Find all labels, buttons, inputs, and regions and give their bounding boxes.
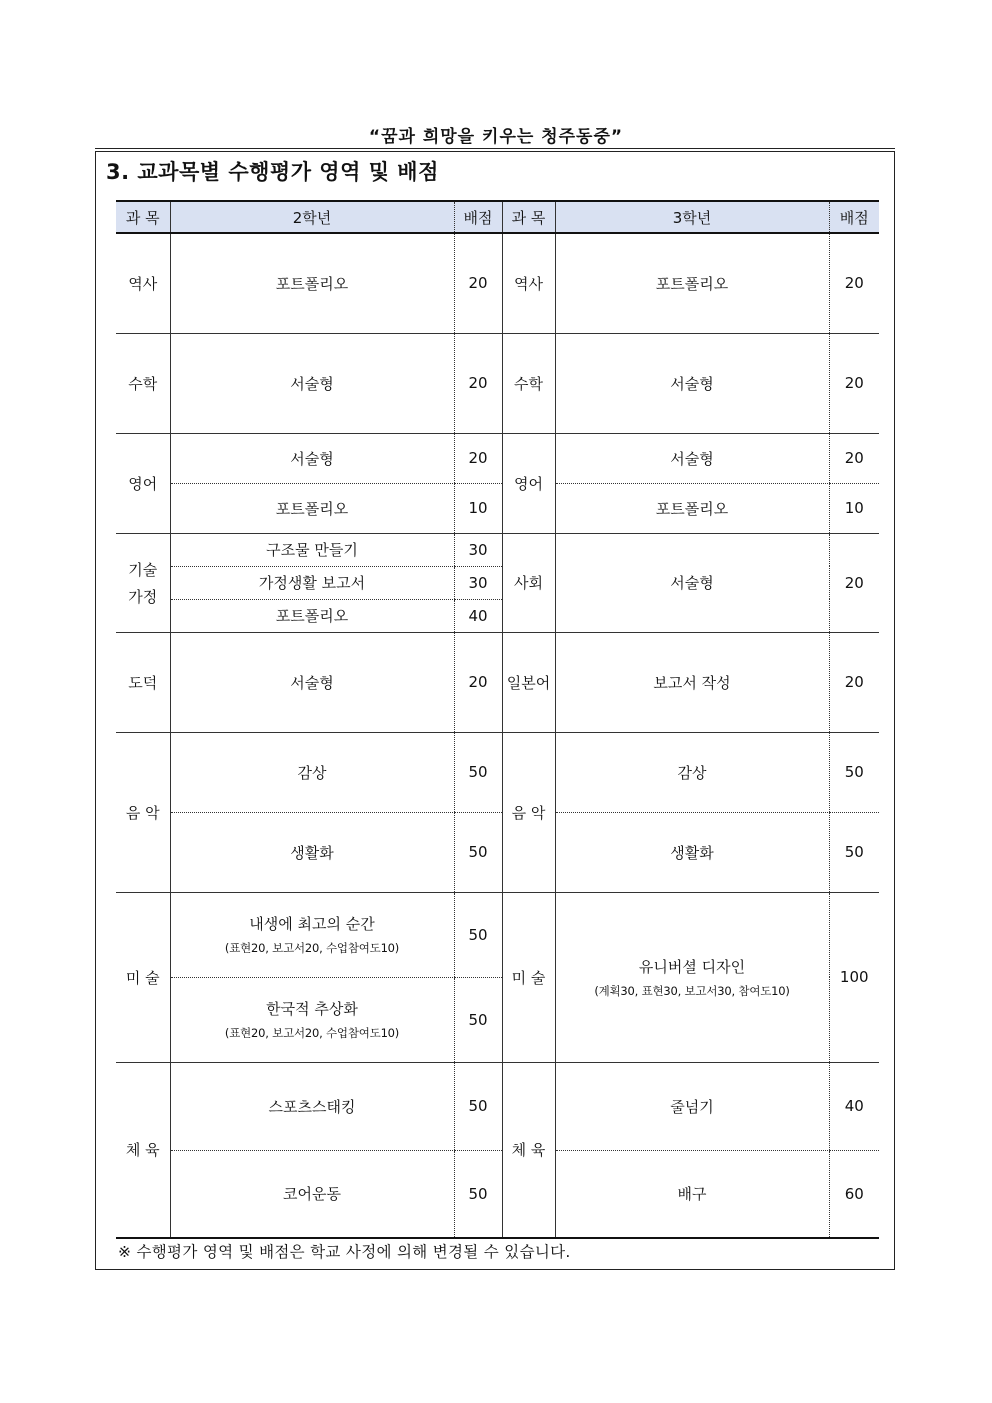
activity-cell: 포트폴리오 [170,599,454,632]
activity-cell: 보고서 작성 [555,632,829,732]
score-cell: 40 [829,1062,879,1150]
score-cell: 50 [454,892,502,977]
score-cell: 30 [454,566,502,599]
header-subject-left: 과 목 [116,201,170,233]
table-row-music-1 [116,732,879,812]
score-cell: 50 [454,977,502,1062]
score-cell: 50 [454,1062,502,1150]
assessment-table [116,200,879,1239]
activity-cell: 포트폴리오 [170,233,454,333]
activity-detail: (표현20, 보고서20, 수업참여도10) [224,941,400,955]
activity-cell: 구조물 만들기 [170,533,454,566]
score-cell: 20 [829,632,879,732]
footnote: ※ 수행평가 영역 및 배점은 학교 사정에 의해 변경될 수 있습니다. [118,1243,571,1261]
subject-cell: 수학 [116,333,170,433]
score-cell: 10 [454,483,502,533]
activity-cell: 서술형 [555,533,829,632]
score-cell: 20 [829,433,879,483]
table-row-pe-2 [116,1150,879,1238]
score-cell: 40 [454,599,502,632]
activity-cell: 감상 [555,732,829,812]
activity-cell: 포트폴리오 [170,483,454,533]
table-row-ethics [116,632,879,732]
subject-cell [116,533,170,632]
activity-cell: 줄넘기 [555,1062,829,1150]
score-cell: 60 [829,1150,879,1238]
activity-detail: (표현20, 보고서20, 수업참여도10) [224,1026,400,1040]
subject-cell: 음 악 [116,732,170,892]
subject-cell: 역사 [502,233,555,333]
activity-title: 한국적 추상화 [266,1000,358,1018]
header-grade3: 3학년 [555,201,829,233]
header-subject-right: 과 목 [502,201,555,233]
subject-cell: 미 술 [502,892,555,1062]
table-row-art-1 [116,892,879,977]
header-score-left: 배점 [454,201,502,233]
subject-cell: 일본어 [502,632,555,732]
subject-cell: 수학 [502,333,555,433]
score-cell: 50 [829,732,879,812]
table-row-english-1 [116,433,879,483]
activity-cell: 포트폴리오 [555,233,829,333]
subject-line: 가정 [128,587,158,606]
subject-cell: 미 술 [116,892,170,1062]
activity-cell: 포트폴리오 [555,483,829,533]
activity-cell: 서술형 [555,333,829,433]
score-cell: 50 [829,812,879,892]
subject-cell: 사회 [502,533,555,632]
section-heading: 3. 교과목별 수행평가 영역 및 배점 [106,160,439,184]
activity-cell: 배구 [555,1150,829,1238]
activity-cell [555,892,829,1062]
subject-cell: 체 육 [502,1062,555,1238]
score-cell: 20 [454,233,502,333]
header-grade2: 2학년 [170,201,454,233]
score-cell: 10 [829,483,879,533]
score-cell: 20 [829,333,879,433]
score-cell: 20 [829,533,879,632]
activity-cell: 코어운동 [170,1150,454,1238]
activity-title: 내생에 최고의 순간 [249,915,375,933]
header-score-right: 배점 [829,201,879,233]
activity-cell: 생활화 [555,812,829,892]
table-row-math [116,333,879,433]
activity-cell: 서술형 [170,632,454,732]
table-row-tech-1 [116,533,879,566]
score-cell: 50 [454,732,502,812]
score-cell: 20 [829,233,879,333]
subject-cell: 도덕 [116,632,170,732]
subject-cell: 음 악 [502,732,555,892]
activity-title: 유니버셜 디자인 [638,957,746,976]
score-cell: 20 [454,433,502,483]
activity-cell: 서술형 [170,333,454,433]
activity-cell: 생활화 [170,812,454,892]
score-cell: 20 [454,632,502,732]
table-row-english-2 [116,483,879,533]
score-cell: 50 [454,812,502,892]
score-cell: 50 [454,1150,502,1238]
subject-cell: 체 육 [116,1062,170,1238]
score-cell: 100 [829,892,879,1062]
score-cell: 30 [454,533,502,566]
school-motto: “꿈과 희망을 키우는 청주동중” [368,127,624,147]
activity-cell: 서술형 [555,433,829,483]
table-row-pe-1 [116,1062,879,1150]
activity-cell: 스포츠스태킹 [170,1062,454,1150]
activity-cell [170,977,454,1062]
subject-cell: 역사 [116,233,170,333]
table-header-row [116,201,879,233]
activity-cell: 가정생활 보고서 [170,566,454,599]
subject-line: 기술 [128,560,158,579]
activity-cell [170,892,454,977]
activity-detail: (계획30, 표현30, 보고서30, 참여도10) [594,983,790,998]
score-cell: 20 [454,333,502,433]
subject-cell: 영어 [502,433,555,533]
activity-cell: 서술형 [170,433,454,483]
table-row-music-2 [116,812,879,892]
activity-cell: 감상 [170,732,454,812]
subject-cell: 영어 [116,433,170,533]
table-row-history [116,233,879,333]
